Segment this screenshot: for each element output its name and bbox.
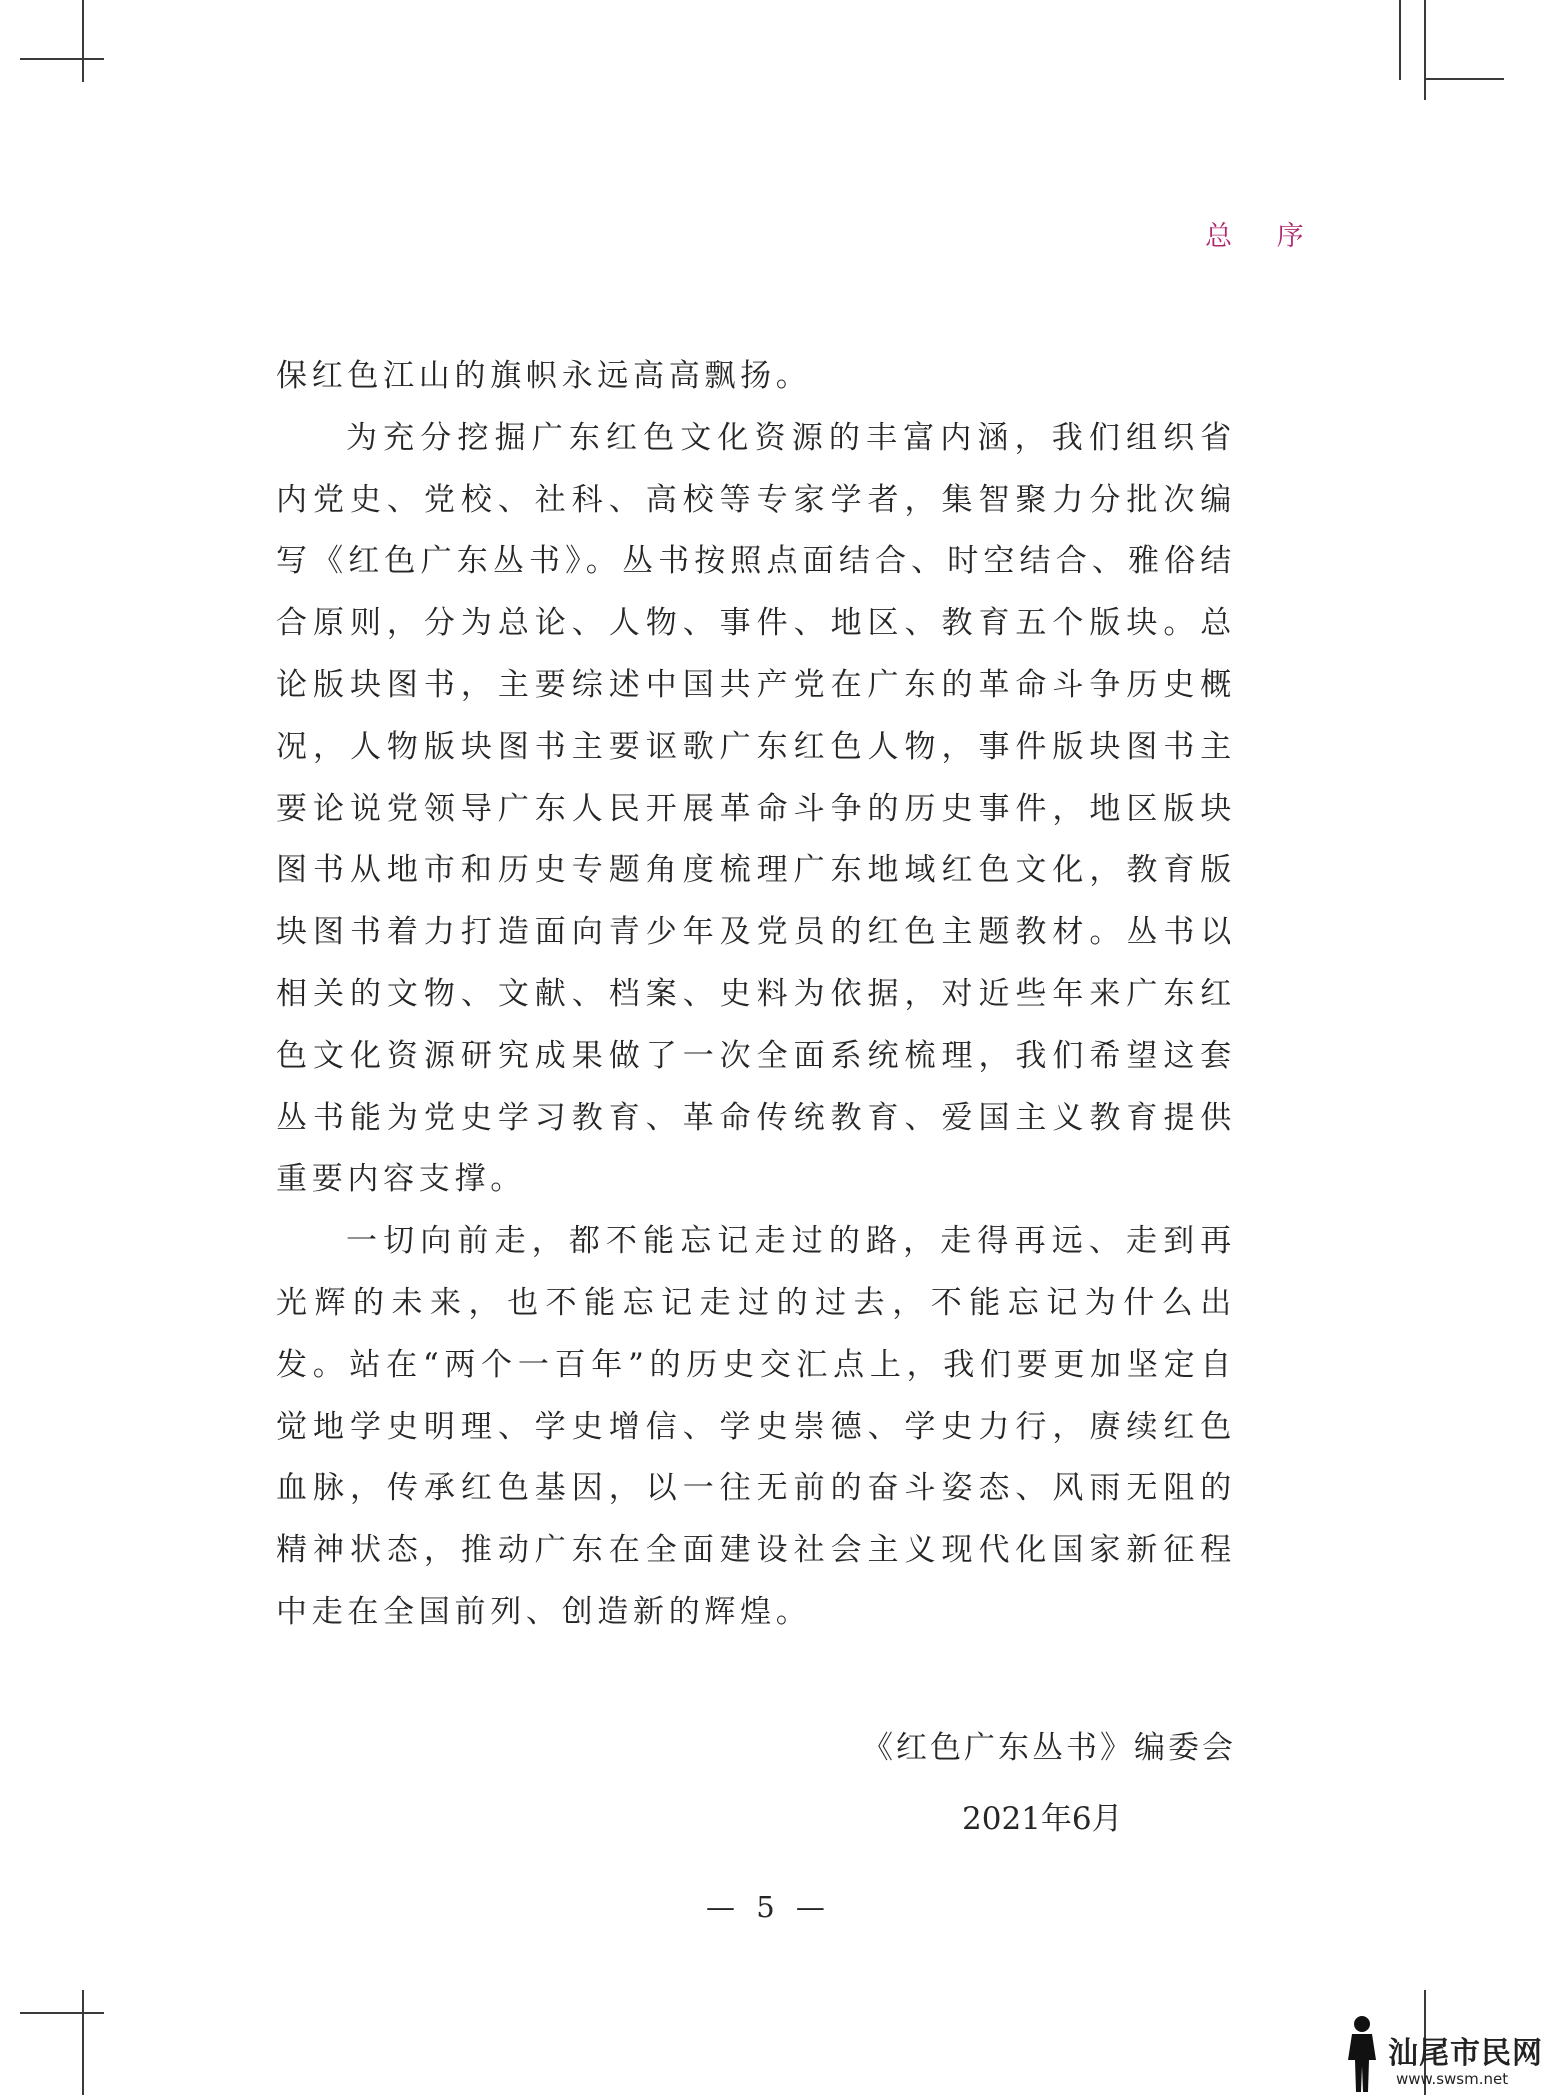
crop-mark-top-left-h [20, 58, 104, 60]
watermark-site-name: 汕尾市民网 [1388, 2036, 1543, 2071]
body-text [276, 346, 1236, 1644]
watermark-url: www.swsm.net [1396, 2070, 1509, 2088]
crop-mark-bottom-left-h [20, 2012, 104, 2014]
signature-date: 2021年6月 [962, 1801, 1123, 1837]
crop-mark-bottom-left-v [82, 1990, 84, 2095]
crop-mark-top-left-v [82, 0, 84, 82]
paragraph-1: 保红色江山的旗帜永远高高飘扬。 [276, 358, 812, 394]
running-header-title: 总 序 [1205, 221, 1322, 252]
paragraph-3: 一切向前走，都不能忘记走过的路，走得再远、走到再光辉的未来，也不能忘记走过的过去，不能忘记为什么出发。站在“两个一百年”的历史交汇点上，我们要更加坚定自觉地学史明理、学史增信、学史崇德、学史力行，赓续红色血脉，传承红色基因，以一往无前的奋斗姿态、风雨无阻的精神状态，推动广东在全面建设社会主义现代化国家新征程中走在全国前列、创造新的辉煌。 [276, 1223, 1236, 1630]
site-watermark [1338, 2010, 1543, 2095]
crop-mark-top-right-v [1399, 0, 1401, 80]
paragraph-2: 为充分挖掘广东红色文化资源的丰富内涵，我们组织省内党史、党校、社科、高校等专家学者，集智聚力分批次编写《红色广东丛书》。丛书按照点面结合、时空结合、雅俗结合原则，分为总论、人物、事件、地区、教育五个版块。总论版块图书，主要综述中国共产党在广东的革命斗争历史概况，人物版块图书主要讴歌广东红色人物，事件版块图书主要论说党领导广东人民开展革命斗争的历史事件，地区版块图书从地市和历史专题角度梳理广东地域红色文化，教育版块图书着力打造面向青少年及党员的红色主题教材。丛书以相关的文物、文献、档案、史料为依据，对近些年来广东红色文化资源研究成果做了一次全面系统梳理，我们希望这套丛书能为党史学习教育、革命传统教育、爱国主义教育提供重要内容支撑。 [276, 419, 1236, 1198]
crop-mark-top-right-v2 [1424, 0, 1426, 100]
page-number: — 5 — [706, 1890, 831, 1924]
person-silhouette-icon [1338, 2010, 1386, 2095]
signature-organization: 《红色广东丛书》编委会 [862, 1730, 1236, 1766]
crop-mark-top-right-h [1424, 78, 1504, 80]
